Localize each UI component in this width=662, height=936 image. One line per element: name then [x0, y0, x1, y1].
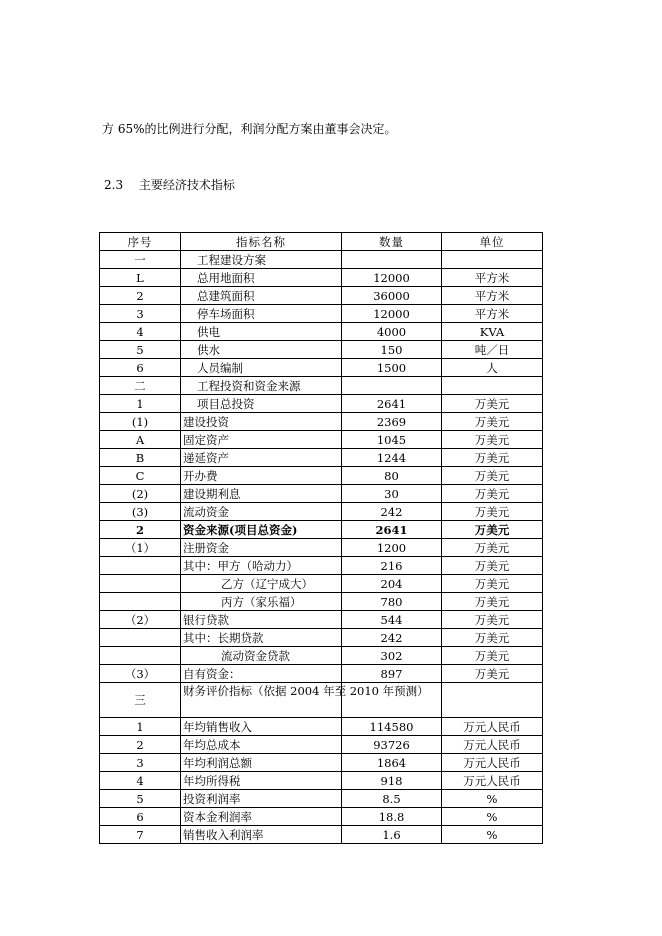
- cell-unit: 万美元: [442, 575, 543, 593]
- cell-unit: 万美元: [442, 503, 543, 521]
- cell-qty: 1244: [342, 449, 442, 467]
- cell-qty: 1045: [342, 431, 442, 449]
- table-row: [100, 521, 543, 539]
- cell-unit: 万元人民币: [442, 754, 543, 772]
- table-row: [100, 359, 543, 377]
- cell-seq: 一: [100, 251, 181, 269]
- cell-qty: 1200: [342, 539, 442, 557]
- cell-qty: 150: [342, 341, 442, 359]
- cell-name: 销售收入利润率: [181, 826, 342, 844]
- cell-seq: [100, 593, 181, 611]
- cell-name: 建设投资: [181, 413, 342, 431]
- table-row: [100, 467, 543, 485]
- table-row: [100, 575, 543, 593]
- cell-unit: 万美元: [442, 413, 543, 431]
- cell-name: 停车场面积: [181, 305, 342, 323]
- cell-unit: 万美元: [442, 395, 543, 413]
- cell-name: 流动资金: [181, 503, 342, 521]
- table-row: [100, 449, 543, 467]
- table-row: [100, 431, 543, 449]
- cell-unit: 万美元: [442, 665, 543, 683]
- cell-qty: 2641: [342, 395, 442, 413]
- cell-qty: 30: [342, 485, 442, 503]
- table-row: [100, 611, 543, 629]
- cell-seq: 三: [100, 683, 181, 718]
- table-row: [100, 593, 543, 611]
- table-row: [100, 341, 543, 359]
- table-row: [100, 485, 543, 503]
- cell-qty: [342, 251, 442, 269]
- table-row: [100, 413, 543, 431]
- cell-qty: 302: [342, 647, 442, 665]
- cell-unit: %: [442, 826, 543, 844]
- cell-qty: 242: [342, 629, 442, 647]
- indicators-table: [99, 232, 543, 844]
- cell-seq: 2: [100, 521, 181, 539]
- cell-name: 流动资金贷款: [181, 647, 342, 665]
- cell-unit: 万美元: [442, 629, 543, 647]
- table-row: [100, 665, 543, 683]
- cell-seq: （2）: [100, 611, 181, 629]
- cell-seq: B: [100, 449, 181, 467]
- cell-seq: 7: [100, 826, 181, 844]
- cell-name: 总用地面积: [181, 269, 342, 287]
- cell-seq: 5: [100, 341, 181, 359]
- cell-unit: 万美元: [442, 557, 543, 575]
- cell-unit: 万美元: [442, 539, 543, 557]
- cell-name: 年均总成本: [181, 736, 342, 754]
- cell-name: 开办费: [181, 467, 342, 485]
- cell-name: 建设期利息: [181, 485, 342, 503]
- header-seq: 序号: [100, 233, 181, 251]
- cell-seq: 2: [100, 736, 181, 754]
- cell-seq: （1）: [100, 539, 181, 557]
- cell-qty: 8.5: [342, 790, 442, 808]
- table-row: [100, 754, 543, 772]
- section-title: 主要经济技术指标: [138, 178, 235, 192]
- cell-name: 年均所得税: [181, 772, 342, 790]
- cell-unit: [442, 251, 543, 269]
- cell-unit: 吨／日: [442, 341, 543, 359]
- header-name: 指标名称: [181, 233, 342, 251]
- cell-unit: [442, 377, 543, 395]
- table-body: [100, 251, 543, 844]
- cell-qty: 1.6: [342, 826, 442, 844]
- cell-name: 总建筑面积: [181, 287, 342, 305]
- cell-seq: [100, 575, 181, 593]
- cell-name: 工程建设方案: [181, 251, 342, 269]
- cell-qty: 36000: [342, 287, 442, 305]
- cell-name: 供电: [181, 323, 342, 341]
- cell-qty: 216: [342, 557, 442, 575]
- cell-seq: 二: [100, 377, 181, 395]
- cell-seq: 4: [100, 772, 181, 790]
- table-row: [100, 718, 543, 736]
- cell-unit: 万美元: [442, 449, 543, 467]
- cell-name: 资金来源(项目总资金): [181, 521, 342, 539]
- table-row: [100, 790, 543, 808]
- cell-name: 其中：甲方（哈动力）: [181, 557, 342, 575]
- cell-qty: 12000: [342, 305, 442, 323]
- cell-seq: L: [100, 269, 181, 287]
- table-row: [100, 377, 543, 395]
- cell-name: 财务评价指标（依据 2004 年至 2010 年预测）: [181, 683, 342, 718]
- cell-seq: 4: [100, 323, 181, 341]
- cell-unit: [442, 683, 543, 718]
- cell-name: 其中：长期贷款: [181, 629, 342, 647]
- cell-name: 供水: [181, 341, 342, 359]
- cell-unit: 万美元: [442, 647, 543, 665]
- cell-unit: 平方米: [442, 305, 543, 323]
- cell-seq: 6: [100, 808, 181, 826]
- cell-seq: C: [100, 467, 181, 485]
- cell-name: 投资利润率: [181, 790, 342, 808]
- cell-qty: 2641: [342, 521, 442, 539]
- cell-name: 自有资金：: [181, 665, 342, 683]
- intro-paragraph: 方 65%的比例进行分配，利润分配方案由董事会决定。: [102, 122, 397, 136]
- cell-seq: 1: [100, 395, 181, 413]
- table-row: [100, 251, 543, 269]
- cell-seq: 6: [100, 359, 181, 377]
- cell-name: 工程投资和资金来源: [181, 377, 342, 395]
- cell-seq: （3）: [100, 665, 181, 683]
- table-row: [100, 683, 543, 718]
- cell-qty: 1500: [342, 359, 442, 377]
- cell-seq: (2): [100, 485, 181, 503]
- cell-qty: 114580: [342, 718, 442, 736]
- cell-unit: 平方米: [442, 287, 543, 305]
- table-row: [100, 808, 543, 826]
- cell-name: 资本金利润率: [181, 808, 342, 826]
- cell-unit: 万美元: [442, 593, 543, 611]
- cell-qty: 1864: [342, 754, 442, 772]
- cell-unit: 万元人民币: [442, 718, 543, 736]
- cell-unit: %: [442, 808, 543, 826]
- cell-seq: (1): [100, 413, 181, 431]
- cell-qty: 12000: [342, 269, 442, 287]
- table-header-row: [100, 233, 543, 251]
- table-row: [100, 557, 543, 575]
- cell-seq: [100, 647, 181, 665]
- cell-unit: 万元人民币: [442, 736, 543, 754]
- cell-unit: 万美元: [442, 431, 543, 449]
- cell-unit: KVA: [442, 323, 543, 341]
- cell-qty: 4000: [342, 323, 442, 341]
- table-row: [100, 539, 543, 557]
- cell-seq: [100, 557, 181, 575]
- table-row: [100, 395, 543, 413]
- cell-qty: 93726: [342, 736, 442, 754]
- table-row: [100, 269, 543, 287]
- table-row: [100, 323, 543, 341]
- cell-unit: 万美元: [442, 485, 543, 503]
- cell-name: 丙方（家乐福）: [181, 593, 342, 611]
- cell-qty: 18.8: [342, 808, 442, 826]
- cell-name: 项目总投资: [181, 395, 342, 413]
- table-row: [100, 647, 543, 665]
- cell-name: 注册资金: [181, 539, 342, 557]
- cell-seq: 1: [100, 718, 181, 736]
- cell-unit: 万美元: [442, 611, 543, 629]
- cell-name: 乙方（辽宁成大）: [181, 575, 342, 593]
- cell-unit: 平方米: [442, 269, 543, 287]
- cell-unit: 万美元: [442, 467, 543, 485]
- cell-qty: 204: [342, 575, 442, 593]
- cell-seq: [100, 629, 181, 647]
- cell-seq: 2: [100, 287, 181, 305]
- cell-qty: 242: [342, 503, 442, 521]
- cell-qty: [342, 377, 442, 395]
- cell-name: 年均利润总额: [181, 754, 342, 772]
- table-row: [100, 736, 543, 754]
- table-row: [100, 287, 543, 305]
- cell-name: 年均销售收入: [181, 718, 342, 736]
- section-heading: [104, 176, 235, 193]
- header-qty: 数量: [342, 233, 442, 251]
- cell-name: 人员编制: [181, 359, 342, 377]
- cell-unit: %: [442, 790, 543, 808]
- cell-unit: 万美元: [442, 521, 543, 539]
- cell-qty: 544: [342, 611, 442, 629]
- cell-seq: 3: [100, 305, 181, 323]
- cell-seq: 5: [100, 790, 181, 808]
- cell-name: 递延资产: [181, 449, 342, 467]
- cell-unit: 人: [442, 359, 543, 377]
- cell-qty: 780: [342, 593, 442, 611]
- cell-unit: 万元人民币: [442, 772, 543, 790]
- table-row: [100, 503, 543, 521]
- table-row: [100, 826, 543, 844]
- table-row: [100, 629, 543, 647]
- section-number: 2.3: [104, 178, 124, 192]
- cell-qty: 2369: [342, 413, 442, 431]
- cell-seq: 3: [100, 754, 181, 772]
- cell-name: 固定资产: [181, 431, 342, 449]
- cell-seq: (3): [100, 503, 181, 521]
- cell-qty: 80: [342, 467, 442, 485]
- cell-name: 银行贷款: [181, 611, 342, 629]
- cell-seq: A: [100, 431, 181, 449]
- cell-qty: 918: [342, 772, 442, 790]
- cell-qty: 897: [342, 665, 442, 683]
- header-unit: 单位: [442, 233, 543, 251]
- table-row: [100, 772, 543, 790]
- table-row: [100, 305, 543, 323]
